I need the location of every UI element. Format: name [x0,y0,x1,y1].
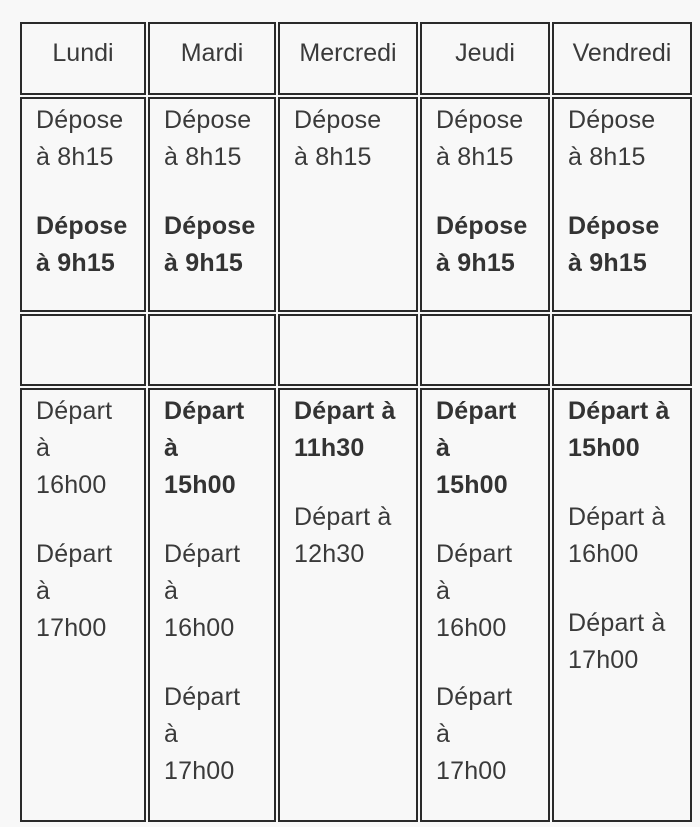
morning-cell-vendredi [552,97,692,312]
morning-cell-mardi [148,97,276,312]
schedule-entry: Départ à 15h00 [568,397,670,462]
schedule-entry: Départ à 16h00 [36,397,113,499]
afternoon-cell-mardi [148,388,276,822]
afternoon-cell-vendredi [552,388,692,822]
schedule-entry: Départ à 16h00 [164,540,241,642]
afternoon-cell-mercredi [278,388,418,822]
schedule-entry: Départ à 17h00 [36,540,113,642]
schedule-entry: Départ à 11h30 [294,397,396,462]
schedule-entry: Départ à 12h30 [294,503,392,568]
schedule-entry: Dépose à 8h15 [164,106,252,171]
schedule-entry: Départ à 15h00 [164,397,245,499]
morning-cell-mercredi [278,97,418,312]
afternoon-cell-lundi [20,388,146,822]
schedule-entry: Départ à 15h00 [436,397,517,499]
header-lundi: Lundi [20,22,146,95]
empty-cell-mardi [148,314,276,386]
morning-cell-lundi [20,97,146,312]
empty-cell-mercredi [278,314,418,386]
schedule-entry: Dépose à 8h15 [36,106,124,171]
schedule-entry: Dépose à 9h15 [164,212,256,277]
schedule-entry: Départ à 17h00 [164,683,241,785]
schedule-entry: Départ à 17h00 [436,683,513,785]
schedule-entry: Dépose à 8h15 [436,106,524,171]
header-mardi: Mardi [148,22,276,95]
schedule-entry: Départ à 17h00 [568,609,666,674]
schedule-entry: Départ à 16h00 [568,503,666,568]
empty-cell-jeudi [420,314,550,386]
schedule-entry: Dépose à 8h15 [294,106,382,171]
afternoon-cell-jeudi [420,388,550,822]
morning-cell-jeudi [420,97,550,312]
header-jeudi: Jeudi [420,22,550,95]
empty-cell-lundi [20,314,146,386]
header-mercredi: Mercredi [278,22,418,95]
schedule-entry: Dépose à 9h15 [568,212,660,277]
header-vendredi: Vendredi [552,22,692,95]
schedule-entry: Dépose à 8h15 [568,106,656,171]
schedule-entry: Dépose à 9h15 [436,212,528,277]
schedule-entry: Dépose à 9h15 [36,212,128,277]
empty-cell-vendredi [552,314,692,386]
schedule-entry: Départ à 16h00 [436,540,513,642]
